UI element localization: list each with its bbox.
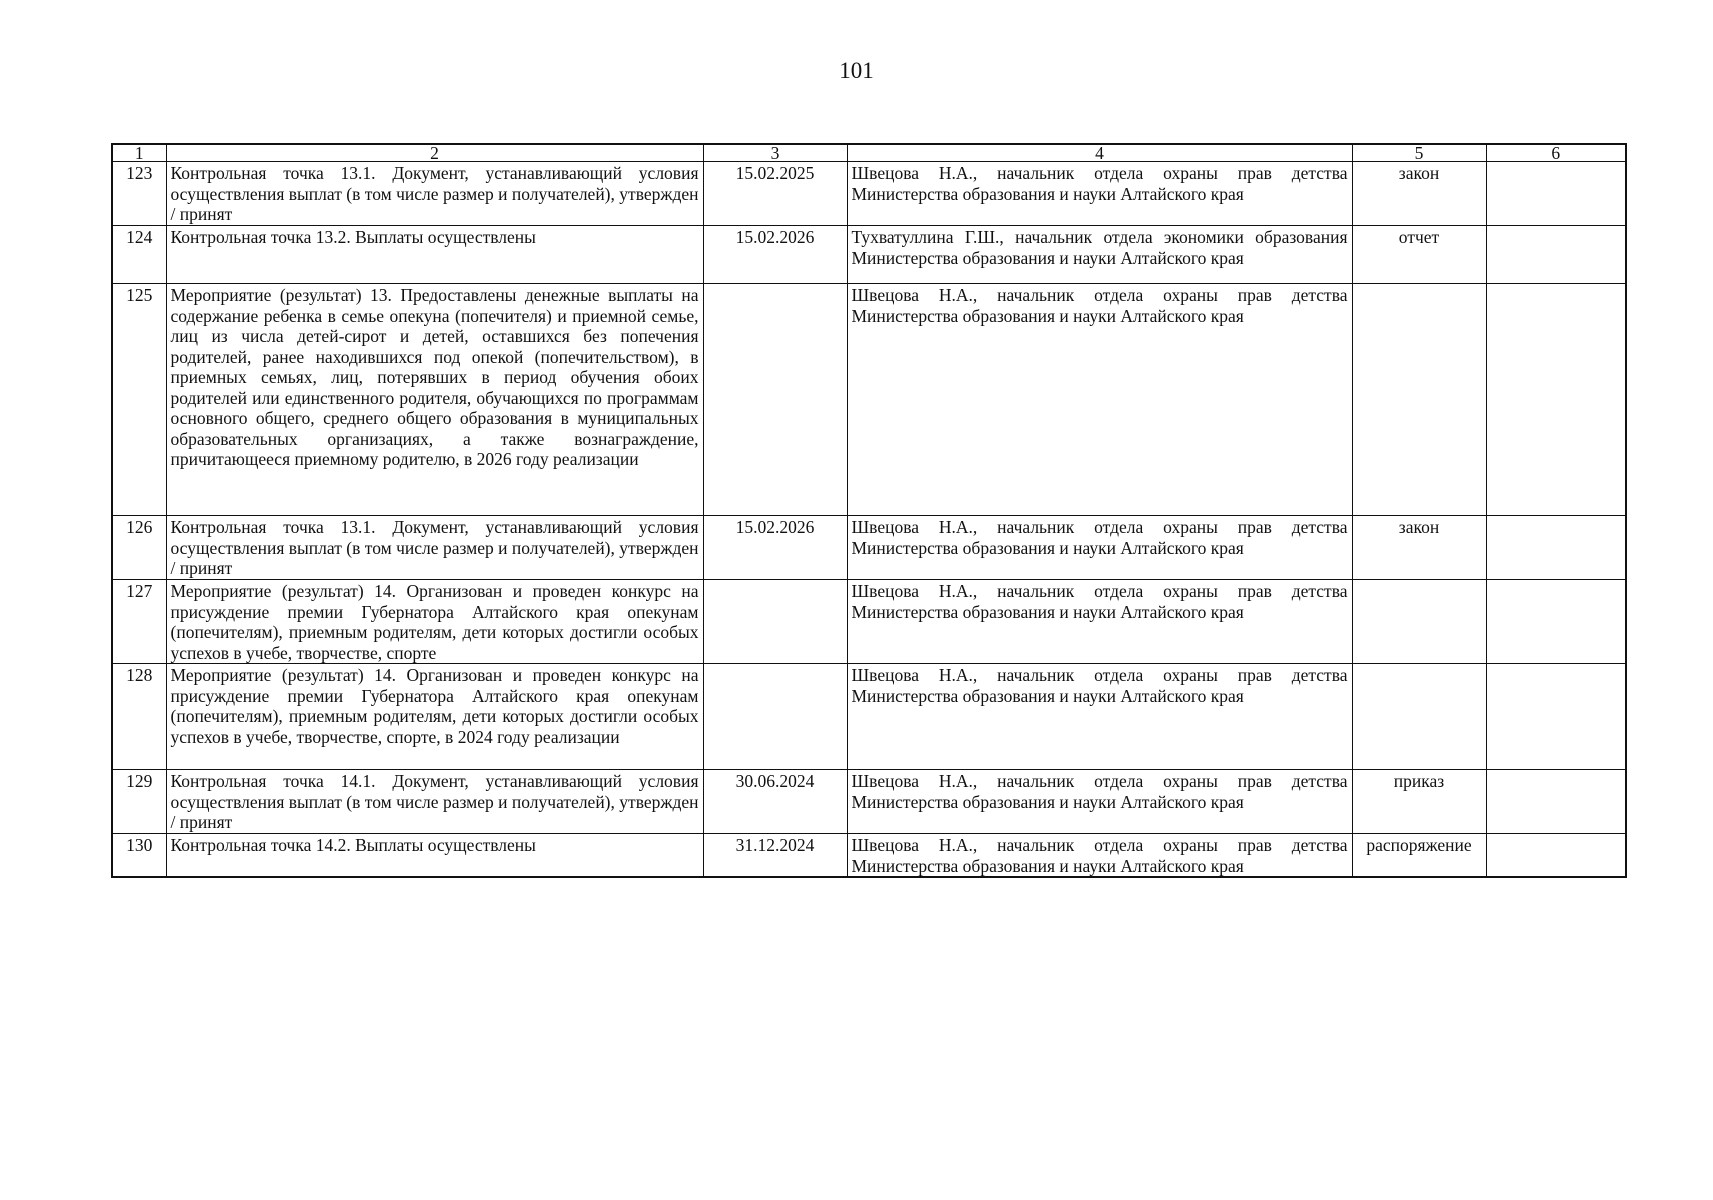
row-number: 123 bbox=[112, 162, 166, 226]
row-note bbox=[1486, 162, 1626, 226]
row-document-type bbox=[1352, 284, 1486, 516]
column-header-1: 1 bbox=[112, 144, 166, 162]
row-responsible: Тухватуллина Г.Ш., начальник отдела экономики образования Министерства образования и науки Алтайского края bbox=[847, 226, 1352, 284]
row-description: Контрольная точка 14.1. Документ, устанавливающий условия осуществления выплат (в том числе размер и получателей), утвержден / принят bbox=[166, 770, 703, 834]
row-responsible: Швецова Н.А., начальник отдела охраны прав детства Министерства образования и науки Алтайского края bbox=[847, 664, 1352, 770]
row-date: 15.02.2025 bbox=[703, 162, 847, 226]
row-number: 124 bbox=[112, 226, 166, 284]
row-number: 129 bbox=[112, 770, 166, 834]
row-date: 31.12.2024 bbox=[703, 834, 847, 878]
row-document-type: отчет bbox=[1352, 226, 1486, 284]
row-note bbox=[1486, 834, 1626, 878]
row-number: 128 bbox=[112, 664, 166, 770]
row-note bbox=[1486, 226, 1626, 284]
row-note bbox=[1486, 516, 1626, 580]
row-document-type bbox=[1352, 580, 1486, 664]
table-row bbox=[112, 770, 1626, 834]
row-responsible: Швецова Н.А., начальник отдела охраны прав детства Министерства образования и науки Алтайского края bbox=[847, 284, 1352, 516]
row-document-type bbox=[1352, 664, 1486, 770]
column-header-6: 6 bbox=[1486, 144, 1626, 162]
row-responsible: Швецова Н.А., начальник отдела охраны прав детства Министерства образования и науки Алтайского края bbox=[847, 770, 1352, 834]
row-number: 126 bbox=[112, 516, 166, 580]
row-description: Мероприятие (результат) 13. Предоставлены денежные выплаты на содержание ребенка в семье опекуна (попечителя) и приемной семье, лиц из числа детей-сирот и детей, оставшихся без попечения родителей, ранее находившихся под опекой (попечительством), в приемных семьях, лиц, потерявших в период обучения обоих родителей или единственного родителя, обучающихся по программам основного общего, среднего общего образования в муниципальных образовательных организациях, а также вознаграждение, причитающееся приемному родителю, в 2026 году реализации bbox=[166, 284, 703, 516]
row-date bbox=[703, 284, 847, 516]
table-body bbox=[112, 144, 1626, 877]
row-document-type: закон bbox=[1352, 516, 1486, 580]
row-description: Контрольная точка 13.1. Документ, устанавливающий условия осуществления выплат (в том числе размер и получателей), утвержден / принят bbox=[166, 516, 703, 580]
table-row bbox=[112, 664, 1626, 770]
table-row bbox=[112, 580, 1626, 664]
row-number: 127 bbox=[112, 580, 166, 664]
row-note bbox=[1486, 580, 1626, 664]
row-responsible: Швецова Н.А., начальник отдела охраны прав детства Министерства образования и науки Алтайского края bbox=[847, 162, 1352, 226]
table-row bbox=[112, 226, 1626, 284]
column-header-2: 2 bbox=[166, 144, 703, 162]
row-date: 15.02.2026 bbox=[703, 226, 847, 284]
column-header-5: 5 bbox=[1352, 144, 1486, 162]
row-date: 15.02.2026 bbox=[703, 516, 847, 580]
row-date bbox=[703, 580, 847, 664]
row-number: 125 bbox=[112, 284, 166, 516]
table-row bbox=[112, 162, 1626, 226]
document-table bbox=[111, 143, 1627, 878]
row-description: Контрольная точка 13.1. Документ, устанавливающий условия осуществления выплат (в том числе размер и получателей), утвержден / принят bbox=[166, 162, 703, 226]
table-row bbox=[112, 284, 1626, 516]
row-document-type: распоряжение bbox=[1352, 834, 1486, 878]
row-note bbox=[1486, 284, 1626, 516]
column-header-3: 3 bbox=[703, 144, 847, 162]
row-responsible: Швецова Н.А., начальник отдела охраны прав детства Министерства образования и науки Алтайского края bbox=[847, 580, 1352, 664]
row-document-type: приказ bbox=[1352, 770, 1486, 834]
row-note bbox=[1486, 664, 1626, 770]
column-header-4: 4 bbox=[847, 144, 1352, 162]
row-responsible: Швецова Н.А., начальник отдела охраны прав детства Министерства образования и науки Алтайского края bbox=[847, 834, 1352, 878]
row-description: Мероприятие (результат) 14. Организован и проведен конкурс на присуждение премии Губернатора Алтайского края опекунам (попечителям), приемным родителям, дети которых достигли особых успехов в учебе, творчестве, спорте bbox=[166, 580, 703, 664]
row-description: Мероприятие (результат) 14. Организован и проведен конкурс на присуждение премии Губернатора Алтайского края опекунам (попечителям), приемным родителям, дети которых достигли особых успехов в учебе, творчестве, спорте, в 2024 году реализации bbox=[166, 664, 703, 770]
row-date: 30.06.2024 bbox=[703, 770, 847, 834]
row-date bbox=[703, 664, 847, 770]
page-number: 101 bbox=[839, 58, 874, 83]
row-responsible: Швецова Н.А., начальник отдела охраны прав детства Министерства образования и науки Алтайского края bbox=[847, 516, 1352, 580]
table-row bbox=[112, 834, 1626, 878]
row-description: Контрольная точка 14.2. Выплаты осуществлены bbox=[166, 834, 703, 878]
row-document-type: закон bbox=[1352, 162, 1486, 226]
column-number-row bbox=[112, 144, 1626, 162]
row-description: Контрольная точка 13.2. Выплаты осуществлены bbox=[166, 226, 703, 284]
table-row bbox=[112, 516, 1626, 580]
row-note bbox=[1486, 770, 1626, 834]
row-number: 130 bbox=[112, 834, 166, 878]
